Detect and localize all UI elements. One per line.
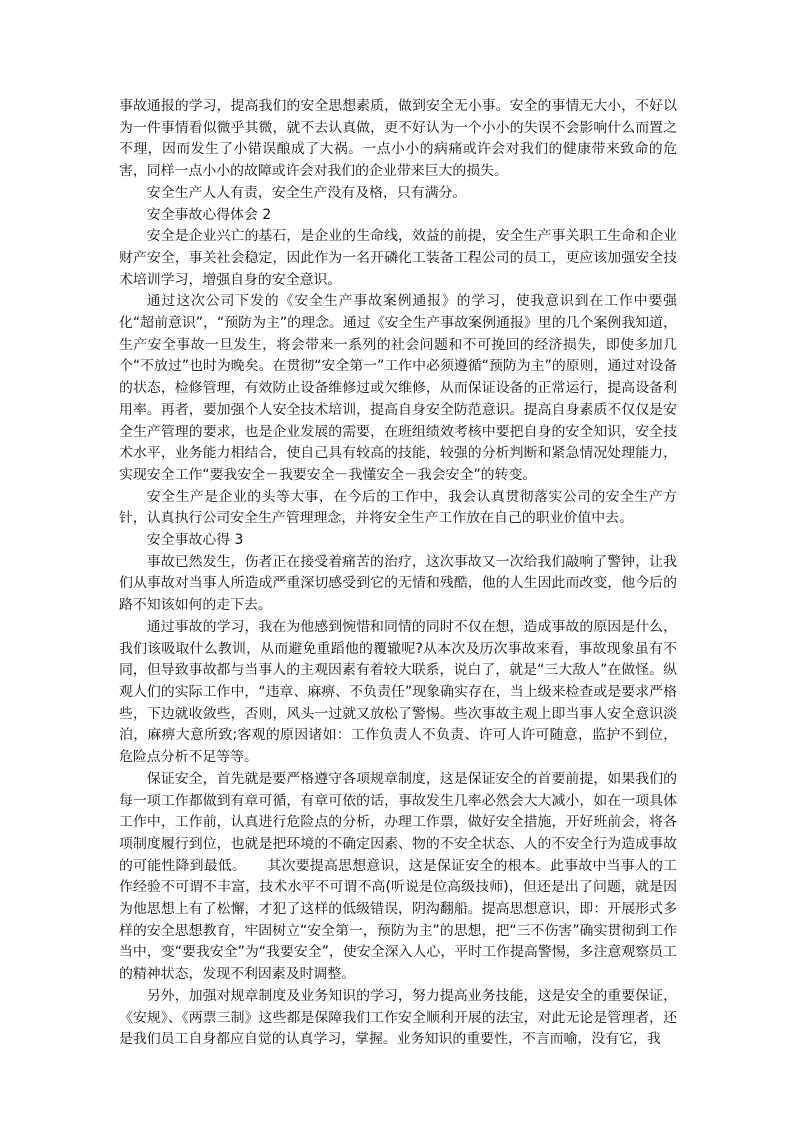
paragraph-accident-occurred: 事故已然发生，伤者正在接受着痛苦的治疗，这次事故又一次给我们敲响了警钟，让我们从事故对当事人所造成严重深切感受到它的无情和残酷，他的人生因此而改变，他今后的路不知该如何的走下去。 <box>119 553 677 614</box>
paragraph-rules-and-knowledge: 另外，加强对规章制度及业务知识的学习，努力提高业务技能，这是安全的重要保证，《安规》、《两票三制》这些都是保障我们工作安全顺利开展的法宝，对此无论是管理者，还是我们员工自身都应自觉的认真学习，掌握。业务知识的重要性，不言而喻，没有它，我 <box>119 987 677 1048</box>
paragraph-case-study-learning: 通过这次公司下发的《安全生产事故案例通报》的学习，使我意识到在工作中要强化“超前意识”，“预防为主”的理念。通过《安全生产事故案例通报》里的几个案例我知道，生产安全事故一旦发生，将会带来一系列的社会问题和不可挽回的经济损失，即使多加几个“不放过”也时为晚矣。在贯彻“安全第一”工作中必须遵循“预防为主”的原则，通过对设备的状态，检修管理，有效防止设备维修过或欠维修，从而保证设备的正常运行，提高设备利用率。再者，要加强个人安全技术培训，提高自身安全防范意识。提高自身素质不仅仅是安全生产管理的要求，也是企业发展的需要，在班组绩效考核中要把自身的安全知识，安全技术水平，业务能力相结合，使自己具有较高的技能，较强的分析判断和紧急情况处理能力，实现安全工作“要我安全－我要安全－我懂安全－我会安全”的转变。 <box>119 293 677 483</box>
paragraph-safety-responsibility: 安全生产人人有责，安全生产没有及格，只有满分。 <box>146 184 467 201</box>
paragraph-production-priority: 安全生产是企业的头等大事，在今后的工作中，我会认真贯彻落实公司的安全生产方针，认真执行公司安全生产管理理念，并将安全生产工作放在自己的职业价值中去。 <box>119 488 677 527</box>
paragraph-safety-foundation: 安全是企业兴亡的基石，是企业的生命线，效益的前提，安全生产事关职工生命和企业财产安全，事关社会稳定，因此作为一名开磷化工装备工程公司的员工，更应该加强安全技术培训学习，增强自身的安全意识。 <box>119 228 677 288</box>
section-heading-2: 安全事故心得体会 2 <box>146 206 272 223</box>
paragraph-intro-continuation: 事故通报的学习，提高我们的安全思想素质，做到安全无小事。安全的事情无大小，不好以为一件事情看似微乎其微，就不去认真做，更不好认为一个小小的失误不会影响什么而置之不理，因而发生了小错误酿成了大祸。一点小小的病痛或许会对我们的健康带来致命的危害，同样一点小小的故障或许会对我们的企业带来巨大的损失。 <box>119 98 677 180</box>
section-heading-3: 安全事故心得 3 <box>146 532 244 549</box>
paragraph-accident-causes: 通过事故的学习，我在为他感到惋惜和同情的同时不仅在想，造成事故的原因是什么，我们该吸取什么教训，从而避免重蹈他的覆辙呢?从本次及历次事故来看，事故现象虽有不同，但导致事故都与当事人的主观因素有着较大联系，说白了，就是“三大敌人”在做怪。纵观人们的实际工作中，“违章、麻痹、不负责任”现象确实存在，当上级来检查或是要求严格些，下边就收敛些，否则，风头一过就又放松了警惕。些次事故主观上即当事人安全意识淡泊，麻痹大意所致;客观的原因诸如：工作负责人不负责、许可人许可随意，监护不到位，危险点分析不足等等。 <box>119 618 677 766</box>
document-body <box>119 96 677 1051</box>
paragraph-ensure-safety: 保证安全，首先就是要严格遵守各项规章制度，这是保证安全的首要前提，如果我们的每一项工作都做到有章可循，有章可依的话，事故发生几率必然会大大减小，如在一项具体工作中，工作前，认真进行危险点的分析，办理工作票，做好安全措施，开好班前会，将各项制度履行到位，也就是把环境的不确定因素、物的不安全状态、人的不安全行为造成事故的可能性降到最低。 其次要提高思想意识，这是保证安全的根本。此事故中当事人的工作经验不可谓不丰富，技术水平不可谓不高(听说是位高级技师)，但还是出了问题，就是因为他思想上有了松懈，才犯了这样的低级错误，阴沟翻船。提高思想意识，即：开展形式多样的安全思想教育，牢固树立“安全第一，预防为主”的思想，把“三不伤害”确实贯彻到工作当中，变“要我安全”为“我要安全”，使安全深入人心，平时工作提高警惕，多注意观察员工的精神状态，发现不利因素及时调整。 <box>119 770 677 983</box>
